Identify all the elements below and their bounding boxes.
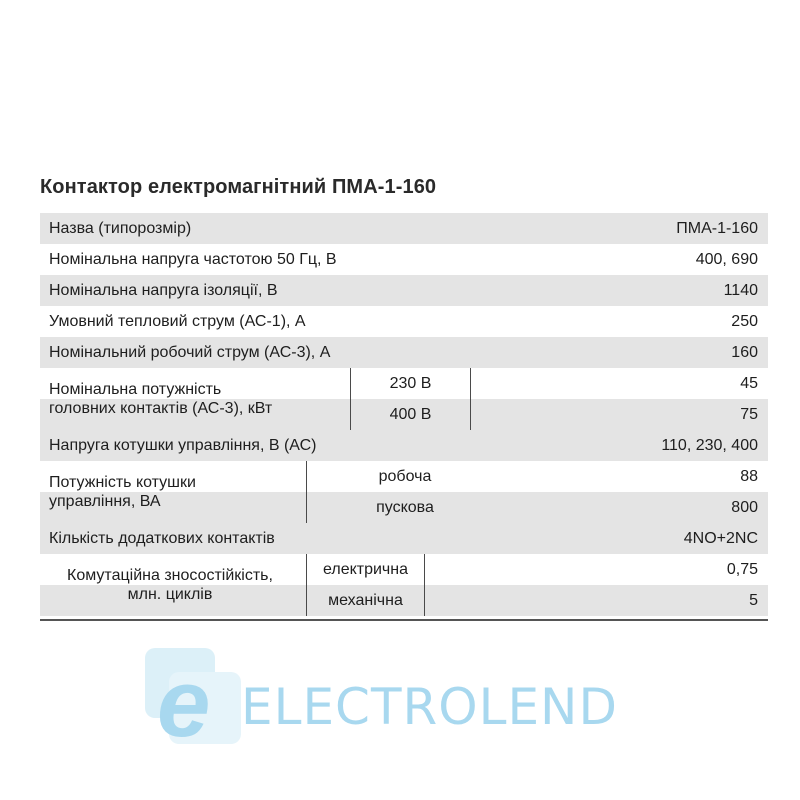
table-row — [40, 523, 768, 554]
row-label-operating-current: Номінальний робочий струм (АС-3), А — [49, 344, 331, 361]
row-value-aux-contacts: 4NO+2NC — [683, 530, 758, 547]
row-value-operating-current: 160 — [731, 344, 758, 361]
durability-label-line1: Комутаційна зносостійкість, — [67, 567, 273, 584]
power-group-label — [49, 368, 305, 430]
coil-power-label-line2: управління, ВА — [49, 493, 161, 510]
svg-text:ELECTROLEND: ELECTROLEND — [241, 678, 618, 736]
durability-label-line2: млн. циклів — [127, 586, 213, 603]
spec-table — [40, 213, 768, 616]
row-label-rated-voltage: Номінальна напруга частотою 50 Гц, В — [49, 251, 337, 268]
electrolend-watermark-logo — [143, 646, 663, 756]
power-label-line1: Номінальна потужність — [49, 381, 222, 398]
coil-power-label-line1: Потужність котушки — [49, 474, 196, 491]
durability-group — [40, 554, 768, 616]
table-row — [40, 213, 768, 244]
table-row — [40, 430, 768, 461]
svg-text:e: e — [157, 650, 211, 756]
power-label-line2: головних контактів (АС-3), кВт — [49, 400, 273, 417]
coil-power-group — [40, 461, 768, 523]
coil-power-sub-value: 800 — [731, 499, 758, 516]
page-title: Контактор електромагнітний ПМА-1-160 — [40, 176, 437, 198]
row-value-thermal-current: 250 — [731, 313, 758, 330]
coil-power-sub-label: робоча — [378, 468, 432, 485]
durability-sub-value: 5 — [749, 592, 758, 609]
coil-power-group-label — [49, 461, 305, 523]
durability-sub-label: механічна — [328, 592, 403, 609]
row-label-thermal-current: Умовний тепловий струм (АС-1), А — [49, 313, 306, 330]
row-label-name: Назва (типорозмір) — [49, 220, 192, 237]
table-bottom-rule — [40, 619, 768, 621]
table-row — [40, 306, 768, 337]
row-value-name: ПМА-1-160 — [676, 220, 758, 237]
durability-sub-label: електрична — [322, 561, 408, 578]
row-label-aux-contacts: Кількість додаткових контактів — [49, 530, 275, 547]
coil-power-sub-value: 88 — [740, 468, 758, 485]
durability-sub-value: 0,75 — [726, 561, 758, 578]
power-sub-label: 230 В — [389, 375, 432, 392]
row-label-insulation-voltage: Номінальна напруга ізоляції, В — [49, 282, 278, 299]
row-value-coil-voltage: 110, 230, 400 — [661, 437, 758, 454]
table-row — [40, 337, 768, 368]
row-label-coil-voltage: Напруга котушки управління, В (АС) — [49, 437, 317, 454]
row-value-insulation-voltage: 1140 — [723, 282, 758, 299]
table-row — [40, 275, 768, 306]
durability-group-label — [40, 554, 300, 616]
power-sub-value: 75 — [740, 406, 758, 423]
power-group — [40, 368, 768, 430]
table-row — [40, 244, 768, 275]
power-sub-value: 45 — [740, 375, 758, 392]
power-sub-label: 400 В — [389, 406, 432, 423]
coil-power-sub-label: пускова — [376, 499, 434, 516]
row-value-rated-voltage: 400, 690 — [695, 251, 758, 268]
